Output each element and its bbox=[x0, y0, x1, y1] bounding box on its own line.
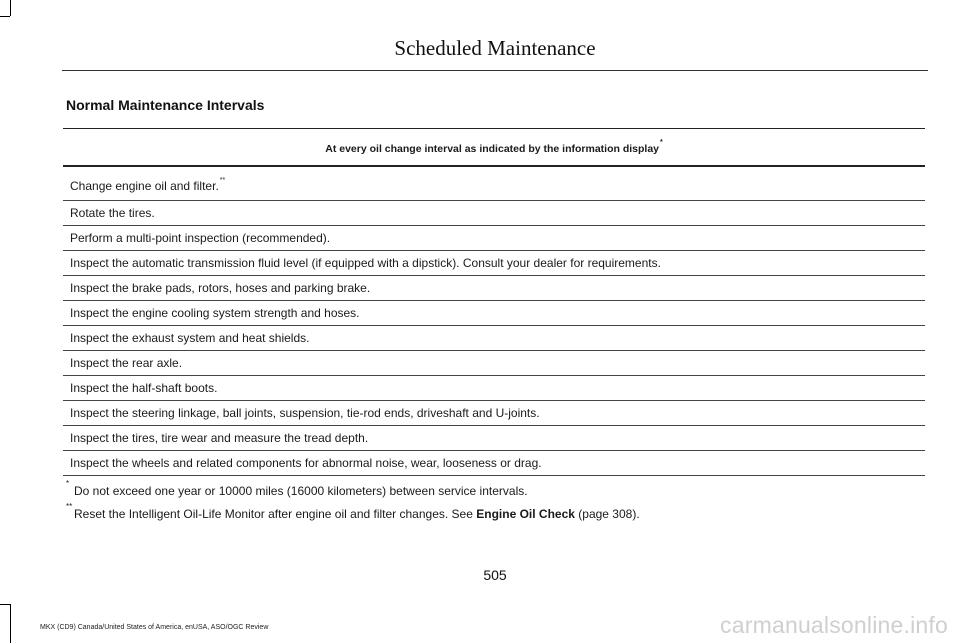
row-text: Inspect the exhaust system and heat shields. bbox=[70, 331, 310, 345]
footnote-mark: ** bbox=[66, 502, 73, 511]
crop-mark-bottom-left-vertical bbox=[10, 604, 11, 643]
footer-meta: MKX (CD9) Canada/United States of America, enUSA, ASO/OGC Review bbox=[40, 624, 269, 631]
row-text: Change engine oil and filter. bbox=[70, 178, 219, 193]
table-row bbox=[63, 451, 925, 476]
table-row bbox=[63, 351, 925, 376]
header-divider bbox=[62, 70, 928, 71]
row-text: Inspect the brake pads, rotors, hoses and parking brake. bbox=[70, 281, 371, 295]
table-cell bbox=[63, 326, 925, 351]
row-text: Rotate the tires. bbox=[70, 206, 155, 220]
table-cell bbox=[63, 401, 925, 426]
table-cell bbox=[63, 276, 925, 301]
table-row bbox=[63, 251, 925, 276]
table-row bbox=[63, 376, 925, 401]
table-header-footnote-mark: * bbox=[660, 139, 663, 146]
table-row bbox=[63, 276, 925, 301]
table-cell bbox=[63, 166, 925, 201]
table-header-row bbox=[63, 129, 925, 167]
table-cell bbox=[63, 201, 925, 226]
table-row bbox=[63, 326, 925, 351]
engine-oil-check-link[interactable]: Engine Oil Check bbox=[476, 507, 575, 521]
footnote-two bbox=[66, 503, 640, 526]
page-title: Scheduled Maintenance bbox=[394, 36, 596, 60]
table-row bbox=[63, 301, 925, 326]
crop-mark-top-left-horizontal bbox=[0, 16, 10, 17]
footnote-mark: * bbox=[66, 479, 70, 488]
row-text: Inspect the rear axle. bbox=[70, 356, 183, 370]
footnote-text: Do not exceed one year or 10000 miles (16000 kilometers) between service intervals. bbox=[74, 484, 528, 498]
table-row bbox=[63, 426, 925, 451]
footnote-one bbox=[66, 480, 640, 503]
table-row bbox=[63, 226, 925, 251]
crop-mark-bottom-left-horizontal bbox=[0, 604, 10, 605]
row-text: Inspect the tires, tire wear and measure the tread depth. bbox=[70, 431, 369, 445]
maintenance-table bbox=[63, 128, 925, 476]
table-cell bbox=[63, 251, 925, 276]
footnote-text: Reset the Intelligent Oil-Life Monitor after engine oil and filter changes. See bbox=[74, 507, 477, 521]
watermark: carmanualsonline.info bbox=[720, 612, 948, 638]
table-row bbox=[63, 201, 925, 226]
table-header-cell bbox=[63, 129, 925, 167]
table-cell bbox=[63, 376, 925, 401]
crop-mark-top-left-vertical bbox=[10, 0, 11, 16]
row-text: Inspect the automatic transmission fluid level (if equipped with a dipstick). Consult your dealer for requirements. bbox=[70, 256, 661, 270]
table-row bbox=[63, 401, 925, 426]
table-header-text: At every oil change interval as indicated by the information display bbox=[325, 143, 660, 155]
footnote-page-ref: (page 308). bbox=[574, 507, 640, 521]
row-footnote-mark: ** bbox=[219, 176, 226, 184]
table-cell bbox=[63, 351, 925, 376]
footnotes bbox=[66, 480, 640, 526]
row-text: Inspect the engine cooling system strength and hoses. bbox=[70, 306, 360, 320]
table-cell bbox=[63, 451, 925, 476]
page-number: 505 bbox=[483, 567, 507, 583]
row-text: Perform a multi-point inspection (recommended). bbox=[70, 231, 331, 245]
section-heading: Normal Maintenance Intervals bbox=[66, 97, 265, 113]
table-cell bbox=[63, 426, 925, 451]
table-row bbox=[63, 166, 925, 201]
row-text: Inspect the half-shaft boots. bbox=[70, 381, 218, 395]
table-cell bbox=[63, 226, 925, 251]
table-cell bbox=[63, 301, 925, 326]
row-text: Inspect the wheels and related components for abnormal noise, wear, looseness or drag. bbox=[70, 456, 542, 470]
row-text: Inspect the steering linkage, ball joints, suspension, tie-rod ends, driveshaft and U-joints. bbox=[70, 406, 540, 420]
